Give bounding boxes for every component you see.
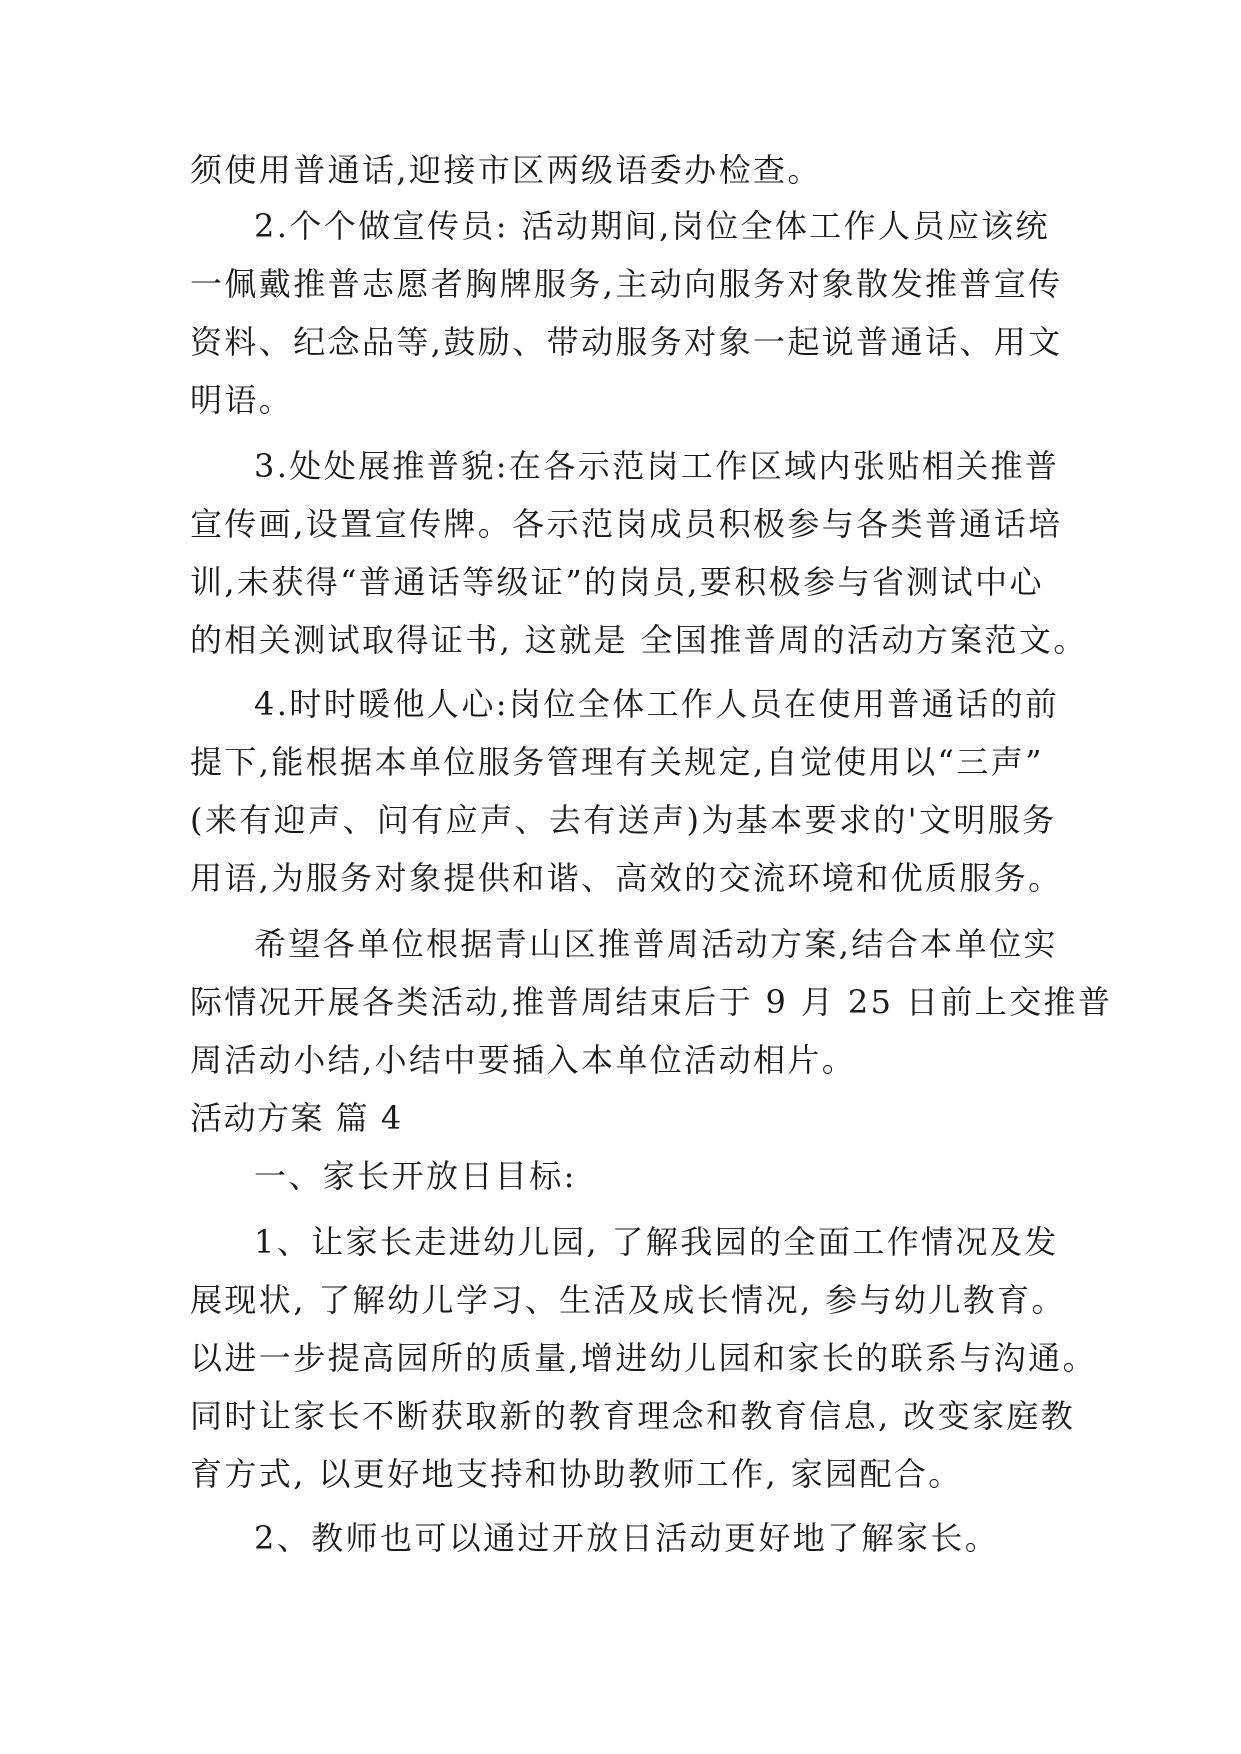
- text-line: 须使用普通话,迎接市区两级语委办检查。: [190, 151, 822, 189]
- text-line: 用语,为服务对象提供和谐、高效的交流环境和优质服务。: [190, 859, 1063, 897]
- text-line: 3.处处展推普貌:在各示范岗工作区域内张贴相关推普: [254, 447, 1060, 485]
- text-line: 提下,能根据本单位服务管理有关规定,自觉使用以“三声”: [190, 743, 1044, 781]
- text-line: 同时让家长不断获取新的教育理念和教育信息, 改变家庭教: [190, 1397, 1076, 1435]
- text-line: 资料、纪念品等,鼓励、带动服务对象一起说普通话、用文: [190, 323, 1063, 361]
- section-heading: 活动方案 篇 4: [190, 1099, 403, 1137]
- text-line: (来有迎声、问有应声、去有送声)为基本要求的'文明服务: [190, 801, 1057, 839]
- text-line: 4.时时暖他人心:岗位全体工作人员在使用普通话的前: [254, 685, 1060, 723]
- text-line: 2、教师也可以通过开放日活动更好地了解家长。: [254, 1519, 1000, 1557]
- text-line: 宣传画,设置宣传牌。各示范岗成员积极参与各类普通话培: [190, 505, 1063, 543]
- text-line: 明语。: [190, 381, 294, 419]
- text-line: 一佩戴推普志愿者胸牌服务,主动向服务对象散发推普宣传: [190, 265, 1063, 303]
- text-line: 一、家长开放日目标:: [254, 1157, 577, 1195]
- text-line: 希望各单位根据青山区推普周活动方案,结合本单位实: [254, 925, 1058, 963]
- text-line: 1、让家长走进幼儿园, 了解我园的全面工作情况及发: [254, 1223, 1059, 1261]
- text-line: 际情况开展各类活动,推普周结束后于 9 月 25 日前上交推普: [190, 983, 1113, 1021]
- text-line: 训,未获得“普通话等级证”的岗员,要积极参与省测试中心: [190, 563, 1044, 601]
- text-line: 以进一步提高园所的质量,增进幼儿园和家长的联系与沟通。: [190, 1339, 1097, 1377]
- text-line: 2.个个做宣传员: 活动期间,岗位全体工作人员应该统: [254, 207, 1051, 245]
- text-line: 的相关测试取得证书, 这就是 全国推普周的活动方案范文。: [190, 621, 1088, 659]
- text-line: 周活动小结,小结中要插入本单位活动相片。: [190, 1041, 857, 1079]
- text-line: 展现状, 了解幼儿学习、生活及成长情况, 参与幼儿教育。: [190, 1281, 1066, 1319]
- text-line: 育方式, 以更好地支持和协助教师工作, 家园配合。: [190, 1455, 963, 1493]
